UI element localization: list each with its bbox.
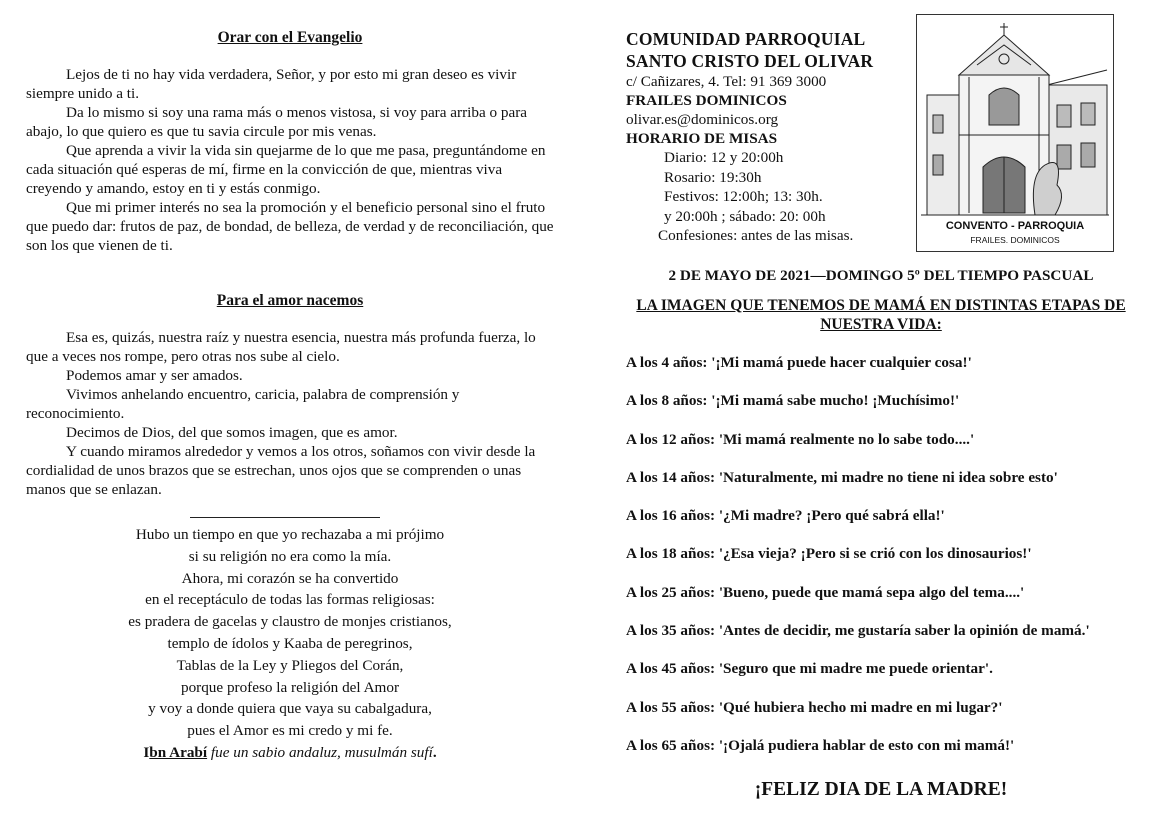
church-sketch-icon: [917, 15, 1113, 251]
poem-line: templo de ídolos y Kaaba de peregrinos,: [167, 634, 413, 652]
org-name-line1: COMUNIDAD PARROQUIAL: [626, 29, 866, 49]
list-item: A los 16 años: '¿Mi madre? ¡Pero qué sabrá ella!': [626, 507, 945, 525]
paragraph: Y cuando miramos alrededor y vemos a los otros, soñamos con vivir desde la cordialidad de unos brazos que se estrechan, unos ojos que se comprenden o unas manos que se enlazan.: [26, 443, 536, 498]
paragraph: Que aprenda a vivir la vida sin quejarme de lo que me pasa, preguntándome en cada situación qué esperas de mí, firme en la convicción de que, mientras viva creyendo y amando, estoy en ti y estás conmigo.: [26, 142, 546, 197]
paragraph: Esa es, quizás, nuestra raíz y nuestra esencia, nuestra más profunda fuerza, lo que a veces nos rompe, pero otras nos sube al cielo.: [26, 329, 536, 365]
separator-line: [190, 517, 380, 518]
schedule-line: Diario: 12 y 20:00h: [664, 149, 784, 166]
paragraph: Da lo mismo si soy una rama más o menos vistosa, si voy para arriba o para abajo, lo que quiero es que tu savia circule por mis venas.: [26, 104, 528, 140]
church-drawing: [916, 14, 1114, 252]
poem-line: Ahora, mi corazón se ha convertido: [181, 569, 399, 587]
section-title-orar: Orar con el Evangelio: [217, 29, 363, 46]
paragraph: Lejos de ti no hay vida verdadera, Señor, y por esto mi gran deseo es vivir siempre unido a ti.: [26, 66, 517, 102]
left-column: [26, 28, 554, 764]
poem-author: [26, 742, 554, 764]
order-name: FRAILES DOMINICOS: [626, 92, 787, 109]
section-amor-body: [26, 328, 554, 499]
poem-line: en el receptáculo de todas las formas religiosas:: [145, 591, 435, 609]
headline: LA IMAGEN QUE TENEMOS DE MAMÁ EN DISTINTAS ETAPAS DE NUESTRA VIDA:: [636, 297, 1126, 333]
list-item: A los 55 años: 'Qué hubiera hecho mi madre en mi lugar?': [626, 698, 1003, 716]
poem-line: Hubo un tiempo en que yo rechazaba a mi prójimo: [135, 526, 445, 543]
list-item: A los 14 años: 'Naturalmente, mi madre no tiene ni idea sobre esto': [626, 468, 1058, 486]
address: c/ Cañizares, 4. Tel: 91 369 3000: [626, 73, 827, 90]
email: olivar.es@dominicos.org: [626, 111, 779, 128]
poem: [26, 524, 554, 742]
section-title-amor: Para el amor nacemos: [216, 292, 364, 309]
poem-line: Tablas de la Ley y Pliegos del Corán,: [176, 656, 404, 674]
ages-list: [626, 353, 1146, 774]
author-note: fue un sabio andaluz, musulmán sufí: [207, 743, 433, 761]
list-item: A los 65 años: '¡Ojalá pudiera hablar de esto con mi mamá!': [626, 736, 1015, 754]
paragraph: Decimos de Dios, del que somos imagen, que es amor.: [66, 424, 398, 441]
author-name: bn Arabí: [149, 743, 208, 761]
list-item: A los 25 años: 'Bueno, puede que mamá sepa algo del tema....': [626, 583, 1025, 601]
drawing-caption-2: FRAILES. DOMINICOS: [970, 235, 1060, 245]
poem-line: si su religión no era como la mía.: [188, 547, 392, 565]
date-line: 2 DE MAYO DE 2021—DOMINGO 5º DEL TIEMPO PASCUAL: [668, 267, 1094, 284]
author-end: .: [432, 743, 437, 761]
list-item: A los 45 años: 'Seguro que mi madre me puede orientar'.: [626, 660, 993, 678]
list-item: A los 18 años: '¿Esa vieja? ¡Pero si se crió con los dinosaurios!': [626, 545, 1032, 563]
list-item: A los 4 años: '¡Mi mamá puede hacer cualquier cosa!': [626, 354, 972, 371]
poem-line: y voy a donde quiera que vaya su cabalgadura,: [148, 700, 432, 718]
paragraph: Podemos amar y ser amados.: [66, 367, 243, 384]
org-name-line2: SANTO CRISTO DEL OLIVAR: [626, 51, 874, 71]
paragraph: Que mi primer interés no sea la promoción y el beneficio personal sino el fruto que puedo dar: frutos de paz, de bondad, de belleza, de verdad y de reconciliación, que son los que vienen de ti.: [26, 199, 554, 254]
greeting: ¡FELIZ DIA DE LA MADRE!: [754, 779, 1008, 800]
drawing-caption-1: CONVENTO - PARROQUIA: [945, 220, 1085, 232]
schedule-line: Rosario: 19:30h: [664, 168, 762, 186]
list-item: A los 12 años: 'Mi mamá realmente no lo sabe todo....': [626, 430, 975, 448]
paragraph: Vivimos anhelando encuentro, caricia, palabra de comprensión y reconocimiento.: [26, 386, 460, 422]
section-orar-body: [26, 65, 554, 255]
list-item: A los 8 años: '¡Mi mamá sabe mucho! ¡Muchísimo!': [626, 392, 960, 410]
confessions-line: Confesiones: antes de las misas.: [658, 227, 854, 244]
parish-header: [626, 28, 916, 246]
poem-line: es pradera de gacelas y claustro de monjes cristianos,: [128, 613, 452, 631]
schedule-line: y 20:00h ; sábado: 20: 00h: [664, 207, 826, 225]
poem-line: porque profeso la religión del Amor: [180, 678, 400, 696]
list-item: A los 35 años: 'Antes de decidir, me gustaría saber la opinión de mamá.': [626, 622, 1090, 640]
poem-line: pues el Amor es mi credo y mi fe.: [187, 722, 393, 740]
author-initial: I: [143, 743, 150, 761]
schedule-line: Festivos: 12:00h; 13: 30h.: [664, 188, 823, 205]
schedule-title: HORARIO DE MISAS: [626, 130, 778, 147]
